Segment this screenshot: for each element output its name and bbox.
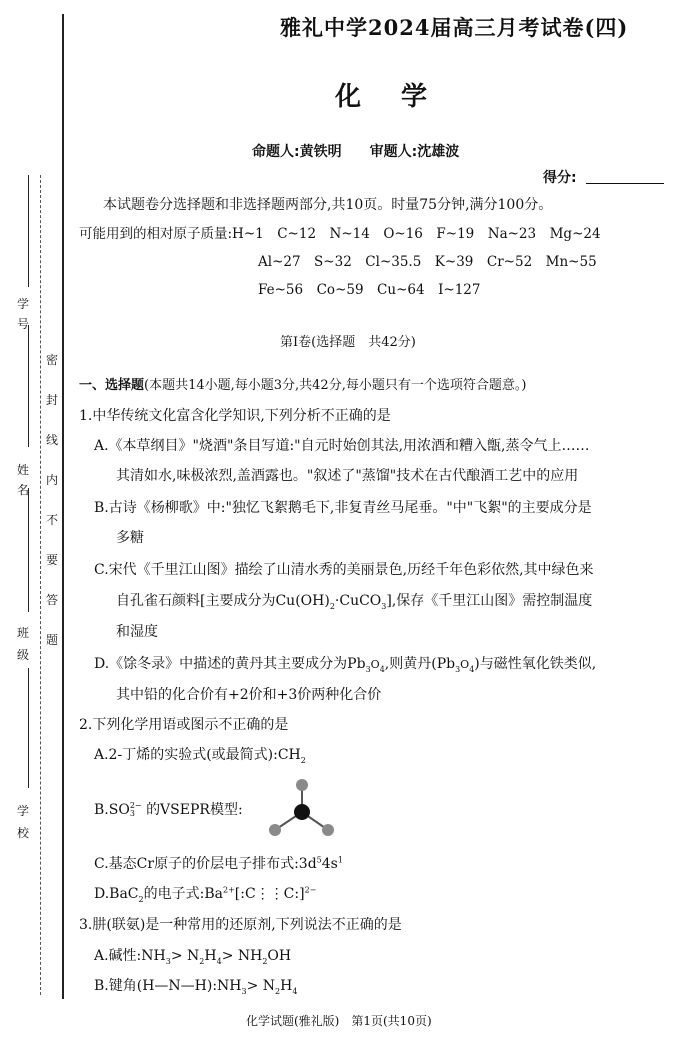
exam-authors: 命题人:黄铁明 审题人:沈雄波 [252,144,460,160]
q3-b-s3: 4 [292,986,298,996]
q3-stem: 3.肼(联氨)是一种常用的还原剂,下列说法不正确的是 [79,917,402,933]
q3-a-t4: > NH [221,948,263,964]
q2-option-b [94,799,243,819]
intro-line: 本试题卷分选择题和非选择题两部分,共10页。时量75分钟,满分100分。 [103,197,553,213]
q3-a-t5: OH [267,948,292,964]
q2-c-text-1: C.基态Cr原子的价层电子排布式:3d [94,856,317,872]
q3-b-t2: > N [246,978,276,994]
q2-d-sub: 2 [138,894,144,904]
q3-option-b [94,975,297,996]
q3-b-t3: H [280,978,293,994]
margin-seal-notice: 密封线内不要答题 [46,353,59,647]
q1-option-c-cont [116,590,592,611]
q2-c-sup-2: 1 [337,855,343,865]
seal-dashed-line [40,175,41,995]
q2-b-sup: 2− [129,801,142,810]
q2-d-sup-2: 2− [304,885,317,895]
q1-option-a: A.《本草纲目》"烧酒"条目写道:"自元时始创其法,用浓酒和糟入甑,蒸令气上…… [94,438,590,454]
q3-option-a [94,945,291,966]
q3-a-t1: A.碱性:NH [94,948,166,964]
q1-d-sub-1: 3 [365,664,371,674]
q3-a-t3: H [204,948,217,964]
atomic-masses-1: 可能用到的相对原子质量:H~1 C~12 N~14 O~16 F~19 Na~23 Mg~24 [79,226,601,242]
page-footer: 化学试题(雅礼版) 第1页(共10页) [246,1014,432,1028]
subject-title: 化学 [335,82,468,112]
q1-c-sub-2: 3 [381,601,387,611]
section-instruction [79,374,526,393]
school-line [28,668,29,788]
q1-option-a-cont: 其清如水,味极浓烈,盖酒露也。"叙述了"蒸馏"技术在古代酿酒工艺中的应用 [116,468,579,484]
atomic-masses-2: Al~27 S~32 Cl~35.5 K~39 Cr~52 Mn~55 [258,254,597,270]
student-id-line [28,175,29,287]
class-line [28,488,29,612]
q2-option-d [94,883,316,904]
q2-c-sup-1: 5 [316,855,322,865]
q1-d-text-1: D.《馀冬录》中描述的黄丹其主要成分为Pb [94,656,366,672]
vsepr-model-diagram [262,772,342,842]
q3-a-s4: 2 [262,956,268,966]
section-instruction-rest: (本题共14小题,每小题3分,共42分,每小题只有一个选项符合题意。) [144,378,527,393]
binding-margin-line [62,14,64,999]
q2-c-text-2: 4s [321,856,338,872]
exam-title: 雅礼中学2024届高三月考试卷(四) [280,15,629,40]
q2-b-text-2: 的VSEPR模型: [146,802,243,818]
q2-d-text-1: D.BaC [94,886,139,902]
q1-option-c-cont2: 和湿度 [116,624,158,640]
atomic-masses-3: Fe~56 Co~59 Cu~64 I~127 [258,282,481,298]
q1-d-sub-4: 4 [469,664,475,674]
q1-option-d [94,653,596,674]
q1-option-c: C.宋代《千里江山图》描绘了山清水秀的美丽景色,历经千年色彩依然,其中绿色来 [94,562,594,578]
margin-label-name: 姓名 [17,463,30,497]
vsepr-atom-left [269,824,281,836]
score-label: 得分: [543,170,577,186]
vsepr-central-atom [294,804,310,820]
q1-c-text-3: ],保存《千里江山图》需控制温度 [386,593,593,609]
margin-label-school: 学校 [17,804,30,840]
q1-option-d-cont: 其中铅的化合价有+2价和+3价两种化合价 [116,687,382,703]
q3-b-t1: B.键角(H—N—H):NH [94,978,242,994]
q1-d-o1: O [370,658,380,671]
q1-d-text-3: )与磁性氧化铁类似, [474,656,597,672]
q2-a-sub: 2 [300,755,306,765]
vsepr-atom-top [296,779,308,791]
q3-b-s1: 3 [241,986,247,996]
q1-c-sub-1: 2 [329,601,335,611]
name-line [28,325,29,447]
q1-c-text-2: ·CuCO [334,593,382,609]
q1-d-text-2: ,则黄丹(Pb [384,656,456,672]
q2-option-c [94,853,343,873]
margin-label-class: 班级 [17,626,30,662]
q2-d-electron-formula: [:C⋮⋮C:] [234,886,305,902]
q1-d-o2: O [460,658,470,671]
section-title: 第Ⅰ卷(选择题 共42分) [280,335,416,350]
q3-a-t2: > N [170,948,200,964]
q3-a-s2: 2 [199,956,205,966]
q1-option-b: B.古诗《杨柳歌》中:"独忆飞絮鹅毛下,非复青丝马尾垂。"中"飞絮"的主要成分是 [94,500,592,516]
q3-a-s3: 4 [216,956,222,966]
section-instruction-bold: 一、选择题 [79,378,145,393]
q2-b-sub: 3 [129,809,135,818]
margin-label-student-id: 学号 [17,297,30,331]
q1-stem: 1.中华传统文化富含化学知识,下列分析不正确的是 [79,408,391,424]
vsepr-atom-right [322,824,334,836]
q1-d-sub-3: 3 [455,664,461,674]
q1-option-b-cont: 多糖 [116,530,144,546]
q2-d-sup-1: 2+ [222,885,235,895]
q2-b-text-1: B.SO [94,802,130,818]
q2-option-a [94,744,306,765]
q1-c-text-1: 自孔雀石颜料[主要成分为Cu(OH) [116,593,330,609]
q2-d-text-2: 的电子式:Ba [143,886,223,902]
score-blank [586,183,664,184]
q3-b-s2: 2 [275,986,281,996]
q2-stem: 2.下列化学用语或图示不正确的是 [79,717,289,733]
q3-a-s1: 3 [165,956,171,966]
q1-d-sub-2: 4 [379,664,385,674]
q2-a-text: A.2-丁烯的实验式(或最简式):CH [94,747,301,763]
